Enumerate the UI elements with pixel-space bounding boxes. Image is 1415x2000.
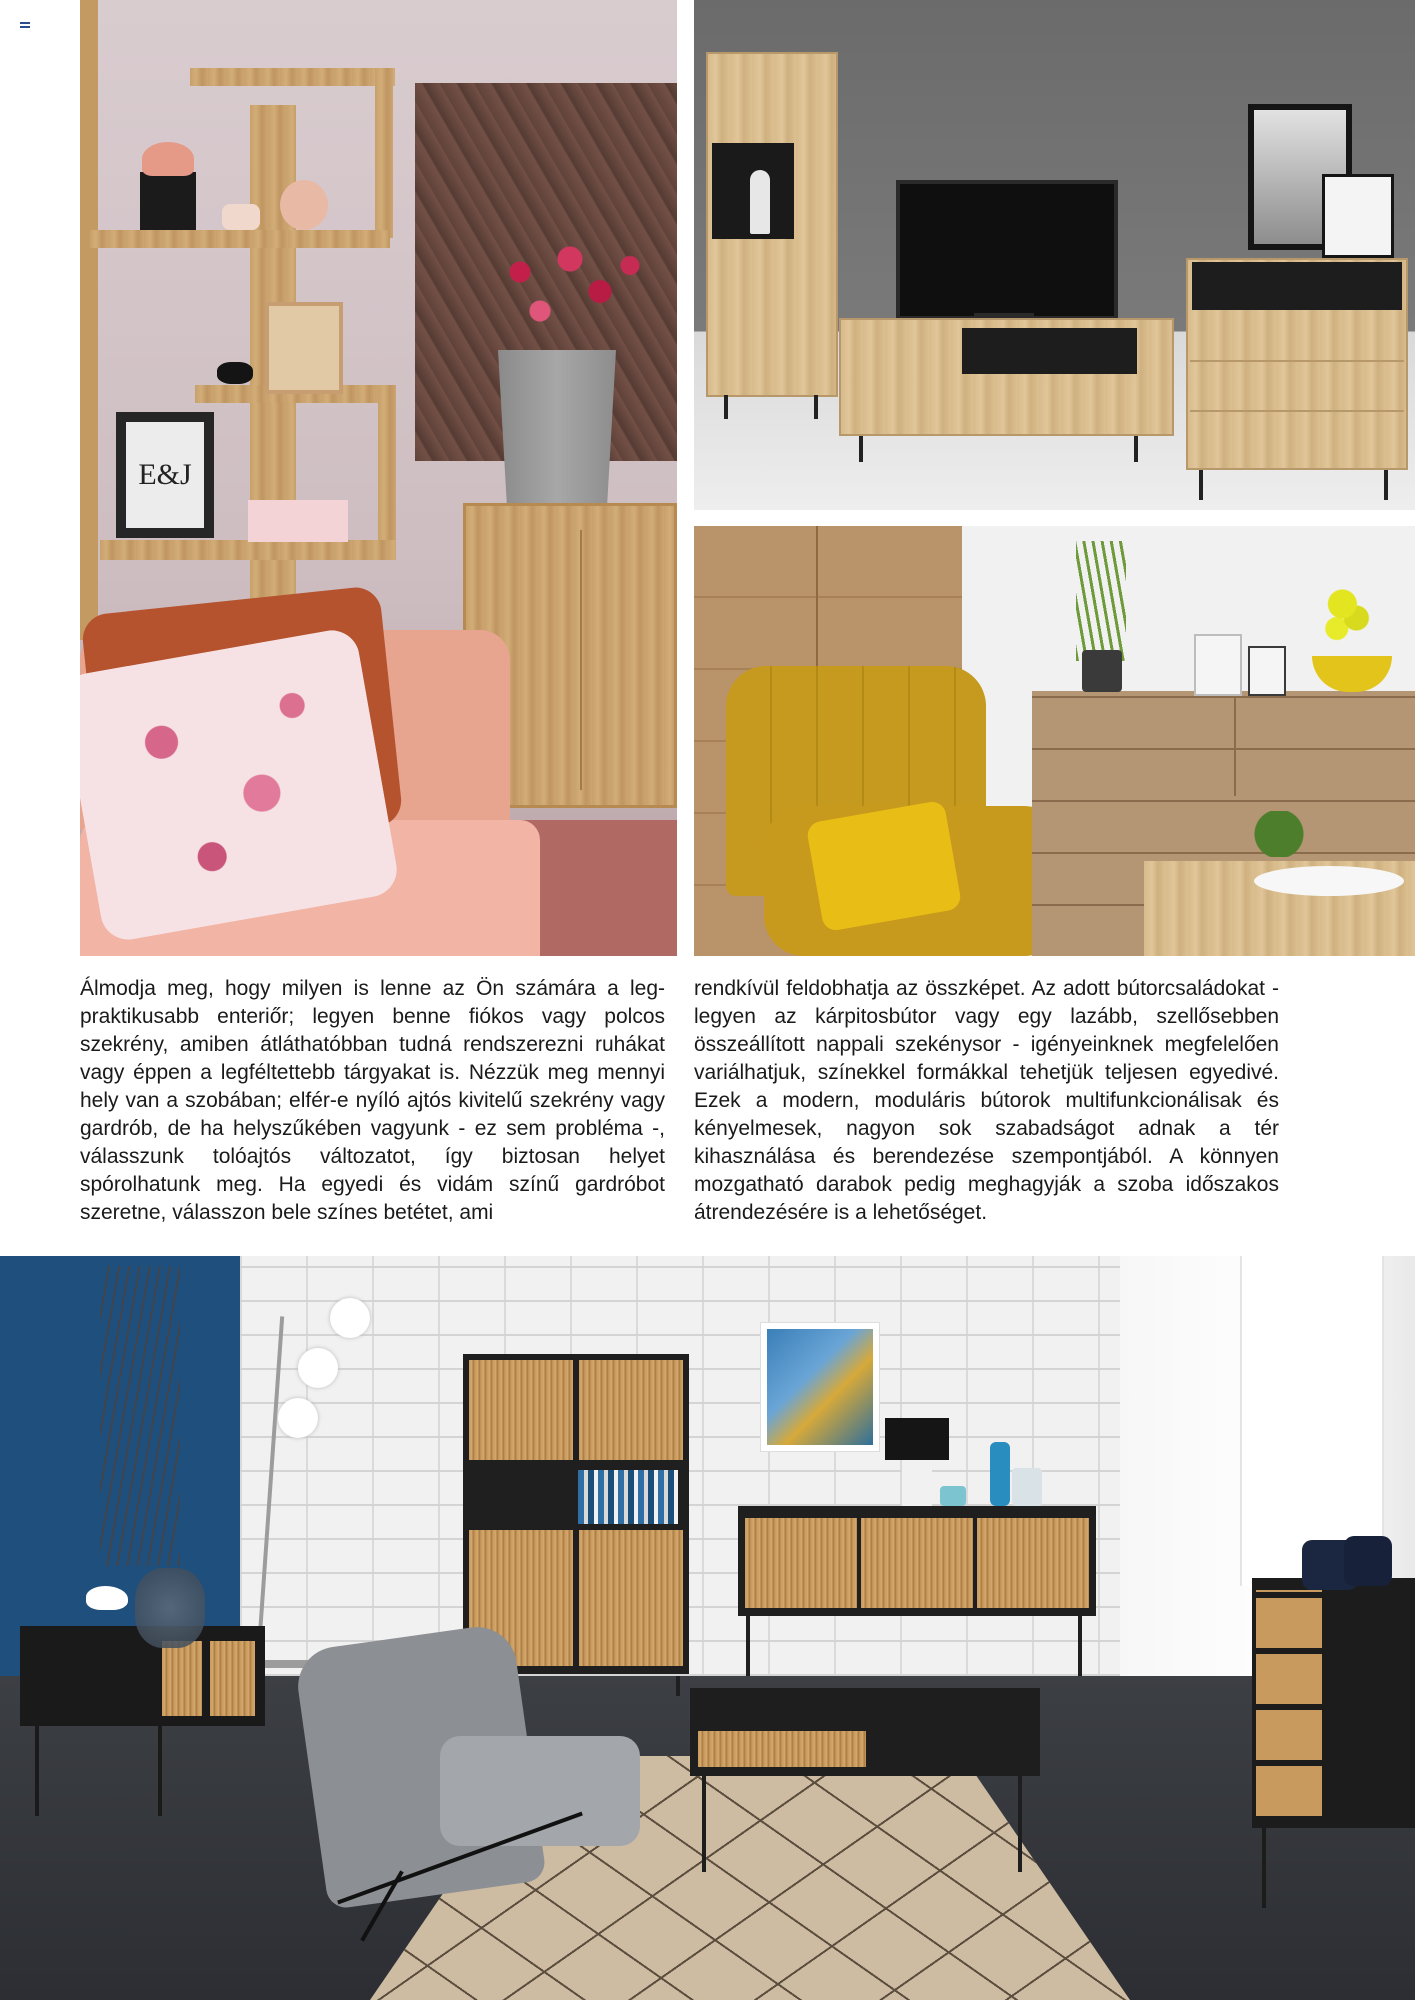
article-paragraph-right: rendkívül feldobhatja az összképet. Az adott bútorcsaládokat - legyen az kárpitosbútor vagy egy lazább, szellősebben összeállított nappali szekénysor - igényeinknek megfelelően variálhatjuk, színekkel formákkal tehetjük teljesen egyedivé. Ezek a modern, moduláris bútorok multifunkcionálisak és kényelmesek, nagyon sok szabadságot adnak a tér kihasználása és berendezése szempontjából. A könnyen mozgatható darabok pedig meghagyják a szoba időszakos átrendezésére is a lehetőséget.	[694, 977, 1279, 1224]
frame-monogram: E&J	[138, 458, 192, 491]
photo-pink-sofa-living-room	[80, 0, 677, 956]
photo-yellow-armchair	[694, 526, 1415, 956]
photo-tv-unit-set	[694, 0, 1415, 510]
flag-mark	[20, 22, 30, 28]
article-text	[80, 975, 1306, 1237]
photo-black-oak-living-room	[0, 1256, 1415, 2000]
article-paragraph-left: Álmodja meg, hogy milyen is lenne az Ön számára a legpraktikusabb enteriőr; legyen benne fiókos vagy polcos szekrény, amiben átláthatóbban tudná rendszerezni ruhákat vagy éppen a legféltettebb tárgyakat is. Nézzük meg mennyi hely van a szobában; elfér-e nyíló ajtós kivitelű szekrény vagy gardrób, de ha helyszűkében vagyunk - ez sem probléma -, válasszunk tolóajtós változatot, így biztosan helyet spórolhatunk meg. Ha egyedi és vidám színű gardróbot szeretne, válasszon bele színes betétet, ami	[80, 977, 665, 1224]
